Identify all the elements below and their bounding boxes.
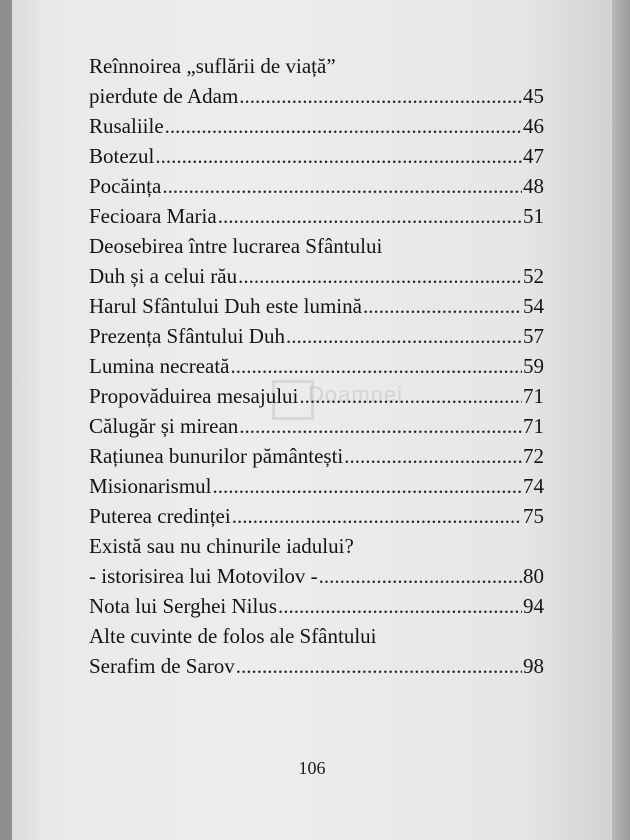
toc-entry-page: 74 [523,474,544,498]
toc-entry-title: Duh și a celui rău [89,264,238,288]
toc-entry [89,174,544,204]
dot-leader [344,444,522,469]
toc-entry-title: Misionarismul [89,474,212,498]
toc-entry [89,354,544,384]
toc-entry-title: pierdute de Adam [89,84,239,108]
toc-entry-page: 80 [523,564,544,588]
toc-entry [89,84,544,114]
toc-entry-title: Alte cuvinte de folos ale Sfântului [89,624,377,648]
toc-entry-page: 71 [523,384,544,408]
toc-entry-title: Reînnoirea „suflării de viață” [89,54,336,78]
toc-entry-title: Prezența Sfântului Duh [89,324,285,348]
toc-entry-page: 94 [523,594,544,618]
toc-entry [89,504,544,534]
toc-entry-title: Puterea credinței [89,504,231,528]
dot-leader [213,474,522,499]
toc-entry [89,654,544,684]
page-number: 106 [298,758,326,778]
toc-entry [89,624,544,654]
toc-entry-page: 98 [523,654,544,678]
toc-entry [89,264,544,294]
toc-entry-page: 45 [523,84,544,108]
toc-entry [89,594,544,624]
toc-entry [89,474,544,504]
dot-leader [232,504,522,529]
dot-leader [319,564,522,589]
toc-entry-page: 57 [523,324,544,348]
toc-entry-title: - istorisirea lui Motovilov - [89,564,318,588]
dot-leader [239,414,522,439]
table-of-contents [89,54,544,684]
book-page [12,0,612,840]
toc-entry-title: Serafim de Sarov [89,654,235,678]
toc-entry-page: 54 [523,294,544,318]
toc-entry-title: Propovăduirea mesajului [89,384,299,408]
toc-entry-title: Călugăr și mirean [89,414,239,438]
toc-entry-title: Există sau nu chinurile iadului? [89,534,354,558]
toc-entry-page: 72 [523,444,544,468]
toc-entry-title: Rusaliile [89,114,164,138]
toc-entry [89,204,544,234]
toc-entry [89,564,544,594]
dot-leader [299,384,522,409]
dot-leader [155,144,522,169]
watermark-text: Doamnei [308,382,404,407]
page-edge [612,0,630,840]
dot-leader [238,264,522,289]
toc-entry-page: 75 [523,504,544,528]
toc-entry [89,294,544,324]
toc-entry [89,444,544,474]
dot-leader [286,324,522,349]
dot-leader [363,294,522,319]
toc-entry [89,54,544,84]
toc-entry-page: 71 [523,414,544,438]
toc-entry-title: Pocăința [89,174,162,198]
dot-leader [165,114,522,139]
dot-leader [278,594,522,619]
toc-entry-title: Fecioara Maria [89,204,217,228]
toc-entry-page: 47 [523,144,544,168]
toc-entry-page: 52 [523,264,544,288]
dot-leader [231,354,523,379]
toc-entry-title: Deosebirea între lucrarea Sfântului [89,234,383,258]
toc-entry-title: Harul Sfântului Duh este lumină [89,294,362,318]
toc-entry [89,534,544,564]
dot-leader [218,204,522,229]
toc-entry-title: Nota lui Serghei Nilus [89,594,278,618]
toc-entry-page: 51 [523,204,544,228]
toc-entry-page: 46 [523,114,544,138]
dot-leader [162,174,522,199]
toc-entry [89,414,544,444]
toc-entry-title: Rațiunea bunurilor pământești [89,444,344,468]
dot-leader [239,84,522,109]
toc-entry-title: Botezul [89,144,155,168]
toc-entry [89,234,544,264]
toc-entry [89,144,544,174]
dot-leader [236,654,522,679]
toc-entry [89,324,544,354]
toc-entry [89,384,544,414]
toc-entry [89,114,544,144]
toc-entry-page: 59 [523,354,544,378]
toc-entry-title: Lumina necreată [89,354,230,378]
toc-entry-page: 48 [523,174,544,198]
